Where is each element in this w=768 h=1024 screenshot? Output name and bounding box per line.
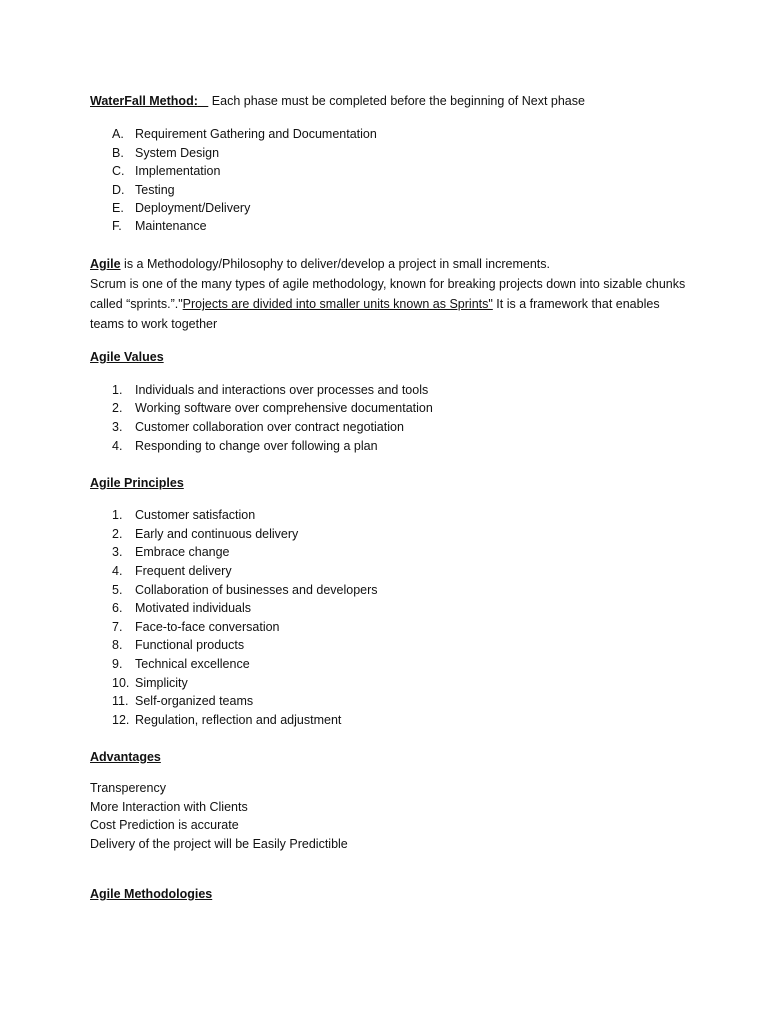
waterfall-heading-line (90, 94, 585, 108)
advantage-item: Transperency (90, 781, 166, 795)
list-item: 4. Frequent delivery (112, 564, 232, 578)
list-item: D. Testing (112, 183, 175, 197)
list-item: 7. Face-to-face conversation (112, 620, 280, 634)
agile-principles-heading: Agile Principles (90, 476, 184, 490)
list-item: E. Deployment/Delivery (112, 201, 251, 215)
list-item: 1. Individuals and interactions over processes and tools (112, 383, 429, 397)
agile-methodologies-heading: Agile Methodologies (90, 887, 213, 901)
waterfall-heading: WaterFall Method: (90, 94, 198, 108)
list-item: 2. Working software over comprehensive documentation (112, 401, 433, 415)
list-item: B. System Design (112, 146, 220, 160)
list-item: 10. Simplicity (112, 676, 188, 690)
advantage-item: Cost Prediction is accurate (90, 818, 239, 832)
advantages-heading: Advantages (90, 750, 161, 764)
advantage-item: Delivery of the project will be Easily Predictible (90, 837, 348, 851)
list-item: A. Requirement Gathering and Documentation (112, 127, 377, 141)
list-item: 12. Regulation, reflection and adjustment (112, 713, 342, 727)
list-item: 2. Early and continuous delivery (112, 527, 299, 541)
list-item: 4. Responding to change over following a plan (112, 439, 378, 453)
agile-term: Agile (90, 257, 121, 271)
list-item: C. Implementation (112, 164, 221, 178)
list-item: 1. Customer satisfaction (112, 508, 256, 522)
agile-values-heading: Agile Values (90, 350, 164, 364)
list-item: 8. Functional products (112, 638, 245, 652)
advantage-item: More Interaction with Clients (90, 800, 248, 814)
waterfall-description: Each phase must be completed before the beginning of Next phase (211, 94, 585, 108)
list-item: 3. Embrace change (112, 545, 230, 559)
list-item: F. Maintenance (112, 219, 207, 233)
list-item: 5. Collaboration of businesses and developers (112, 583, 378, 597)
list-item: 9. Technical excellence (112, 657, 250, 671)
list-item: 11. Self-organized teams (112, 694, 254, 708)
list-item: 6. Motivated individuals (112, 601, 252, 615)
agile-intro-paragraph: Agile is a Methodology/Philosophy to deliver/develop a project in small increments. Scrum is one of the many types of agile methodology, known for breaking projects down into sizable chunks called “sprints.”."Projects are divided into smaller units known as Sprints" It is a framework that enables teams to work together (90, 257, 686, 331)
list-item: 3. Customer collaboration over contract negotiation (112, 420, 404, 434)
sprints-underlined-text: Projects are divided into smaller units known as Sprints" (182, 297, 493, 311)
